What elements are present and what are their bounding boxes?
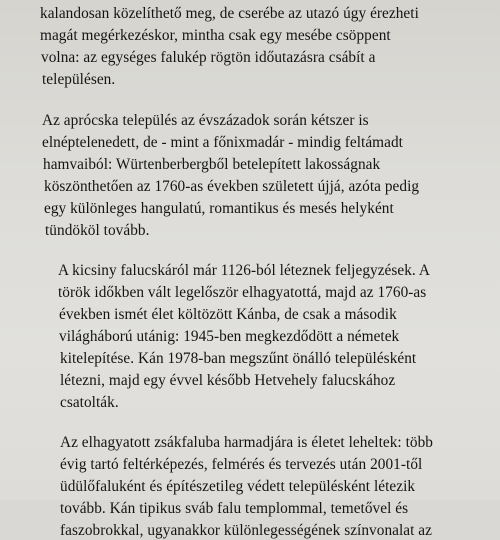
text-line: kalandosan közelíthető meg, de cserébe az utazó úgy érezheti [40,5,419,22]
text-line: években ismét élet költözött Kánba, de csak a második [59,306,397,323]
text-line: kitelepítése. Kán 1978-ban megszűnt önálló településként [60,350,417,367]
text-line: tündököl tovább. [45,222,150,239]
text-line: egy különleges hangulatú, romantikus és mesés helyként [44,200,394,217]
text-line: A kicsiny falucskáról már 1126-ból léteznek feljegyzések. A [58,262,430,279]
text-line: török időkben vált legelőször elhagyatottá, majd az 1760-as [58,284,427,301]
text-line: évig tartó feltérképezés, felmérés és tervezés után 2001-től [60,456,423,473]
text-line: településen. [42,71,116,88]
text-line: üdülőfaluként és építészetileg védett településként létezik [60,478,416,495]
text-line: Az aprócska település az évszázadok során kétszer is [42,112,369,129]
text-line: létezni, majd egy évvel később Hetvehely falucskához [60,372,396,389]
text-line: magát megérkezéskor, mintha csak egy mesébe csöppent [40,27,391,44]
text-line: elnéptelenedett, de - mint a főnixmadár - mindig feltámadt [42,134,403,151]
text-line: tovább. Kán tipikus sváb falu templommal, temetővel és [60,500,409,517]
text-line: világháború utánig: 1945-ben megkezdődött a németek [59,328,400,345]
text-line: hamvaiból: Würtenberbergből betelepített lakosságnak [43,156,381,173]
text-line: faszobrokkal, ugyanakkor különlegességének színvonalat az [60,522,432,539]
text-line: csatolták. [60,394,119,411]
text-line: köszönthetően az 1760-as években született újjá, azóta pedig [44,178,420,195]
text-line: volna: az egységes falukép rögtön időutazásra csábít a [41,49,376,66]
text-line: Az elhagyatott zsákfaluba harmadjára is életet leheltek: több [60,434,433,451]
